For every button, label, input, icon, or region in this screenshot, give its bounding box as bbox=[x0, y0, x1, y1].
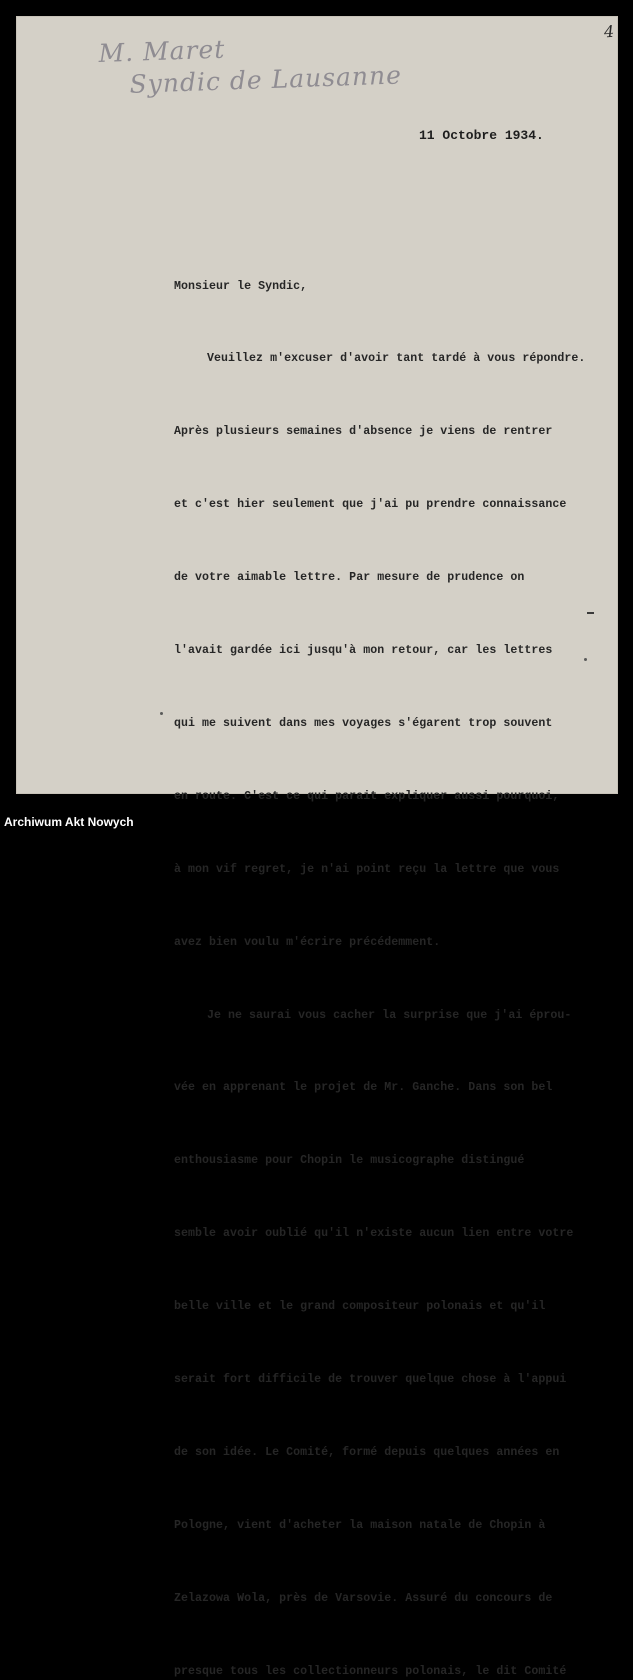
handwritten-note-line: Syndic de Lausanne bbox=[129, 60, 403, 99]
text-line: l'avait gardée ici jusqu'à mon retour, car les lettres bbox=[174, 644, 553, 658]
text-line: de votre aimable lettre. Par mesure de prudence on bbox=[174, 571, 525, 585]
text-line: avez bien voulu m'écrire précédemment. bbox=[174, 935, 441, 949]
text-line: semble avoir oublié qu'il n'existe aucun lien entre votre bbox=[174, 1227, 574, 1241]
text-line: Pologne, vient d'acheter la maison natale de Chopin à bbox=[174, 1518, 546, 1532]
text-line: presque tous les collectionneurs polonais, le dit Comité bbox=[174, 1664, 567, 1678]
letter-salutation: Monsieur le Syndic, bbox=[174, 279, 308, 293]
speck-mark bbox=[584, 658, 587, 661]
letter-date: 11 Octobre 1934. bbox=[419, 128, 544, 143]
letter-body bbox=[174, 222, 604, 1680]
speck-mark bbox=[160, 712, 163, 715]
text-line: Après plusieurs semaines d'absence je viens de rentrer bbox=[174, 425, 553, 439]
text-line: belle ville et le grand compositeur polonais et qu'il bbox=[174, 1300, 546, 1314]
handwritten-note-line: M. Maret bbox=[98, 34, 226, 68]
text-line: et c'est hier seulement que j'ai pu prendre connaissance bbox=[174, 498, 567, 512]
text-line: serait fort difficile de trouver quelque chose à l'appui bbox=[174, 1372, 567, 1386]
text-line: qui me suivent dans mes voyages s'égarent trop souvent bbox=[174, 716, 553, 730]
handwritten-note bbox=[98, 27, 402, 102]
margin-mark bbox=[587, 612, 594, 614]
text-line: de son idée. Le Comité, formé depuis quelques années en bbox=[174, 1445, 560, 1459]
archive-label: Archiwum Akt Nowych bbox=[4, 815, 134, 829]
text-line: à mon vif regret, je n'ai point reçu la lettre que vous bbox=[174, 862, 560, 876]
text-line: en route. C'est ce qui parait expliquer aussi pourquoi, bbox=[174, 789, 560, 803]
text-line: Zelazowa Wola, près de Varsovie. Assuré du concours de bbox=[174, 1591, 553, 1605]
page-number: 4 bbox=[603, 21, 615, 42]
text-line: Veuillez m'excuser d'avoir tant tardé à vous répondre. bbox=[207, 352, 586, 366]
text-line: vée en apprenant le projet de Mr. Ganche. Dans son bel bbox=[174, 1081, 553, 1095]
text-line: Je ne saurai vous cacher la surprise que j'ai éprou- bbox=[207, 1008, 572, 1022]
text-line: enthousiasme pour Chopin le musicographe distingué bbox=[174, 1154, 525, 1168]
